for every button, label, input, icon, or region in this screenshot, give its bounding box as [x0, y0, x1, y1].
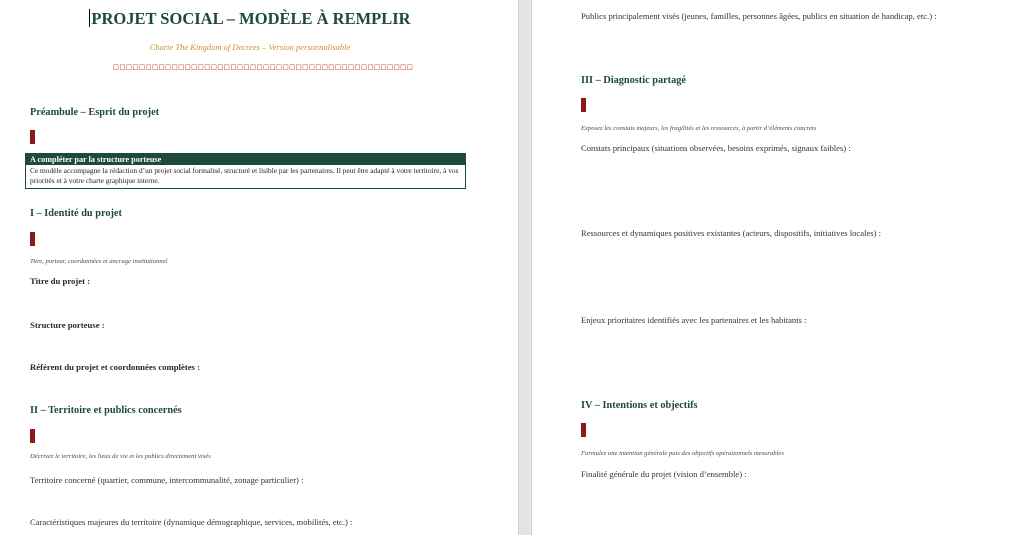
callout-box — [25, 153, 466, 189]
section-marker-bar — [30, 130, 35, 144]
section-marker-bar — [581, 98, 586, 112]
field-label-project-title[interactable]: Titre du projet : — [30, 276, 91, 286]
field-label-territory[interactable]: Territoire concerné (quartier, commune, intercommunalité, zonage particulier) : — [30, 475, 304, 485]
callout-text: Ce modèle accompagne la rédaction d’un projet social formalisé, structuré et lisible par les partenaires. Il peut être adapté à votre territoire, à vos priorités et à votre charte graphique interne. — [30, 166, 459, 185]
preamble-heading: Préambule – Esprit du projet — [30, 107, 160, 118]
section-2-heading: II – Territoire et publics concernés — [30, 405, 182, 416]
field-label-territory-characteristics[interactable]: Caractéristiques majeures du territoire (dynamique démographique, services, mobilités, etc.) : — [30, 517, 353, 527]
field-label-project-referent[interactable]: Référent du projet et coordonnées complètes : — [30, 362, 201, 372]
section-1-hint: Titre, porteur, coordonnées et ancrage institutionnel — [30, 258, 168, 265]
section-marker-bar — [581, 423, 586, 437]
field-label-lead-structure[interactable]: Structure porteuse : — [30, 320, 105, 330]
section-marker-bar — [30, 232, 35, 246]
document-title-text: PROJET SOCIAL – MODÈLE À REMPLIR — [91, 9, 411, 28]
page-2[interactable] — [532, 0, 1024, 535]
section-3-heading: III – Diagnostic partagé — [581, 75, 686, 86]
callout-title: A compléter par la structure porteuse — [26, 154, 465, 165]
section-2-hint: Décrivez le territoire, les lieux de vie et les publics directement visés — [30, 453, 211, 460]
section-1-heading: I – Identité du projet — [30, 208, 122, 219]
field-label-general-purpose[interactable]: Finalité générale du projet (vision d’ensemble) : — [581, 469, 747, 479]
field-label-priority-issues[interactable]: Enjeux prioritaires identifiés avec les partenaires et les habitants : — [581, 315, 807, 325]
document-subtitle: Charte The Kingdom of Decrees – Version personnalisable — [149, 42, 351, 52]
section-4-heading: IV – Intentions et objectifs — [581, 400, 698, 411]
document-title — [0, 8, 500, 30]
field-label-target-publics[interactable]: Publics principalement visés (jeunes, familles, personnes âgées, publics en situation de handicap, etc.) : — [581, 11, 937, 21]
field-label-main-findings[interactable]: Constats principaux (situations observées, besoins exprimés, signaux faibles) : — [581, 143, 851, 153]
section-marker-bar — [30, 429, 35, 443]
page-gap — [518, 0, 532, 535]
section-3-hint: Exposez les constats majeurs, les fragilités et les ressources, à partir d’éléments concrets — [581, 125, 817, 132]
placeholder-glyph-row: □□□□□□□□□□□□□□□□□□□□□□□□□□□□□□□□□□□□□□□□□□□□□□ — [112, 63, 414, 71]
field-label-resources[interactable]: Ressources et dynamiques positives existantes (acteurs, dispositifs, initiatives locales) : — [581, 228, 882, 238]
section-4-hint: Formulez une intention générale puis des objectifs opérationnels mesurables — [581, 450, 784, 457]
